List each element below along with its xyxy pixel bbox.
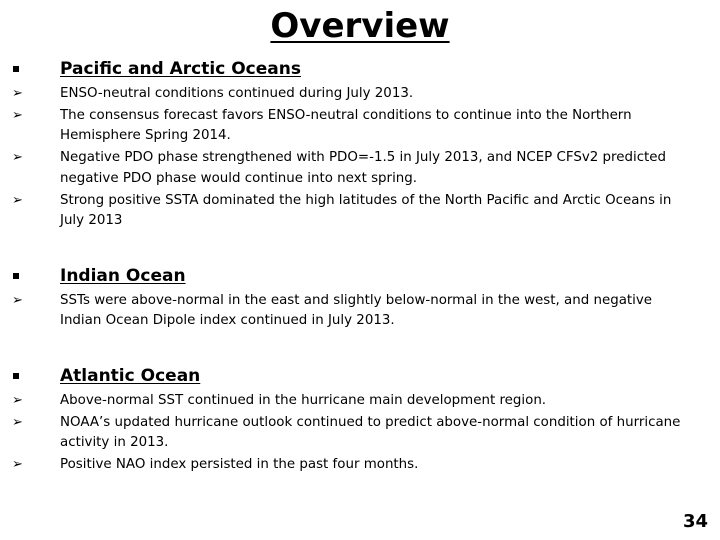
atlantic-bullet-list bbox=[0, 391, 720, 476]
list-item-text: ENSO-neutral conditions continued during July 2013. bbox=[60, 85, 414, 101]
arrow-bullet-icon: ➢ bbox=[12, 150, 23, 165]
square-bullet-icon bbox=[13, 66, 19, 72]
list-item-text: SSTs were above-normal in the east and slightly below-normal in the west, and negative Indian Ocean Dipole index continued in July 2013. bbox=[60, 292, 653, 328]
section-heading-atlantic: Atlantic Ocean bbox=[60, 366, 201, 386]
arrow-bullet-icon: ➢ bbox=[12, 392, 23, 408]
arrow-bullet-icon: ➢ bbox=[12, 292, 23, 308]
square-bullet-icon bbox=[13, 273, 19, 279]
slide-title: Overview bbox=[270, 6, 450, 46]
list-item bbox=[0, 413, 720, 454]
list-item bbox=[0, 455, 720, 476]
section-indian bbox=[0, 265, 720, 332]
list-item-text: Above-normal SST continued in the hurricane main development region. bbox=[60, 392, 547, 408]
arrow-bullet-icon: ➢ bbox=[12, 85, 23, 101]
arrow-bullet-icon: ➢ bbox=[12, 414, 23, 430]
arrow-bullet-icon: ➢ bbox=[12, 107, 23, 123]
list-item-text: Negative PDO phase strengthened with PDO=-1.5 in July 2013, and NCEP CFSv2 predicted negative PDO phase would continue into next spring. bbox=[60, 150, 667, 186]
list-item bbox=[0, 148, 720, 189]
list-item-text: The consensus forecast favors ENSO-neutral conditions to continue into the Northern Hemisphere Spring 2014. bbox=[60, 107, 632, 143]
pacific-bullet-list bbox=[0, 84, 720, 232]
list-item bbox=[0, 106, 720, 147]
section-pacific-arctic bbox=[0, 58, 720, 232]
list-item bbox=[0, 191, 720, 232]
list-item bbox=[0, 291, 720, 332]
list-item bbox=[0, 84, 720, 105]
section-heading-row bbox=[0, 58, 720, 82]
square-bullet-icon bbox=[13, 373, 19, 379]
section-heading-indian: Indian Ocean bbox=[60, 266, 186, 286]
section-heading-row bbox=[0, 365, 720, 389]
list-item-text: Positive NAO index persisted in the past four months. bbox=[60, 457, 419, 472]
page-number: 34 bbox=[682, 511, 708, 532]
arrow-bullet-icon: ➢ bbox=[12, 192, 23, 208]
indian-bullet-list bbox=[0, 291, 720, 332]
section-atlantic bbox=[0, 365, 720, 476]
arrow-bullet-icon: ➢ bbox=[12, 457, 23, 472]
list-item-text: NOAA’s updated hurricane outlook continued to predict above-normal condition of hurricane activity in 2013. bbox=[60, 414, 681, 450]
section-heading-pacific: Pacific and Arctic Oceans bbox=[60, 59, 301, 79]
section-heading-row bbox=[0, 265, 720, 289]
list-item-text: Strong positive SSTA dominated the high latitudes of the North Pacific and Arctic Oceans in July 2013 bbox=[60, 192, 672, 228]
list-item bbox=[0, 391, 720, 412]
